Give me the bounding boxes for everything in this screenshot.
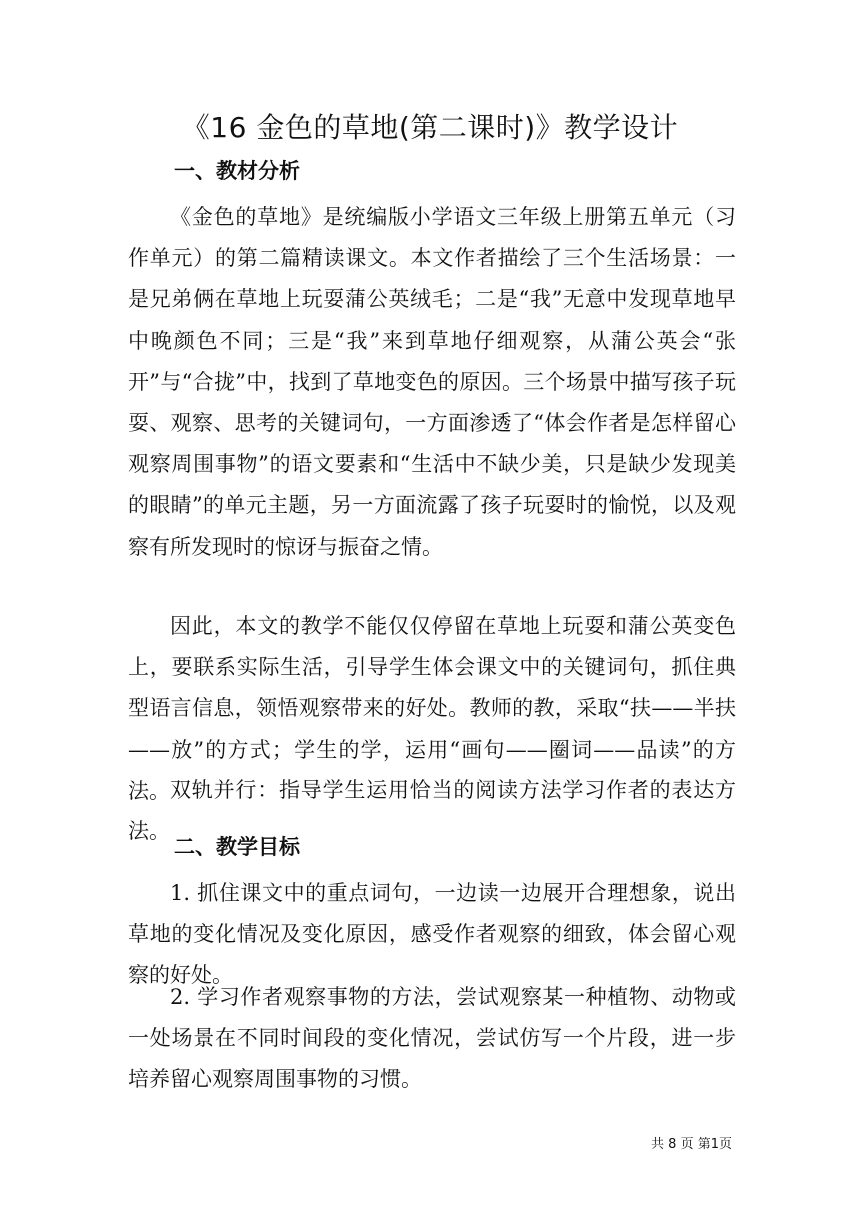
paragraph-analysis-1: 《金色的草地》是统编版小学语文三年级上册第五单元（习作单元）的第二篇精读课文。本文作者描绘了三个生活场景：一是兄弟俩在草地上玩耍蒲公英绒毛；二是“我”无意中发现草地早中晚颜色不同；三是“我”来到草地仔细观察，从蒲公英会“张开”与“合拢”中，找到了草地变色的原因。三个场景中描写孩子玩耍、观察、思考的关键词句，一方面渗透了“体会作者是怎样留心观察周围事物”的语文要素和“生活中不缺少美，只是缺少发现美的眼睛”的单元主题，另一方面流露了孩子玩耍时的愉悦，以及观察有所发现时的惊讶与振奋之情。 (128, 205, 736, 559)
paragraph-goal-1: 1. 抓住课文中的重点词句，一边读一边展开合理想象，说出草地的变化情况及变化原因，感受作者观察的细致，体会留心观察的好处。 (128, 881, 736, 988)
paragraph-analysis-3: 双轨并行：指导学生运用恰当的阅读方法学习作者的表达方法。 (128, 778, 736, 844)
section-heading-textbook-analysis: 一、教材分析 (174, 159, 300, 183)
paragraph-goal-2: 2. 学习作者观察事物的方法，尝试观察某一种植物、动物或一处场景在不同时间段的变化情况，尝试仿写一个片段，进一步培养留心观察周围事物的习惯。 (128, 985, 736, 1092)
document-title: 《16 金色的草地(第二课时)》教学设计 (181, 111, 679, 144)
section-heading-teaching-goals: 二、教学目标 (174, 835, 300, 859)
page-number-footer: 共 8 页 第1页 (651, 1137, 732, 1152)
paragraph-analysis-2: 因此，本文的教学不能仅仅停留在草地上玩耍和蒲公英变色上，要联系实际生活，引导学生体会课文中的关键词句，抓住典型语言信息，领悟观察带来的好处。教师的教，采取“扶——半扶——放”的方式；学生的学，运用“画句——圈词——品读”的方法。 (128, 614, 736, 803)
